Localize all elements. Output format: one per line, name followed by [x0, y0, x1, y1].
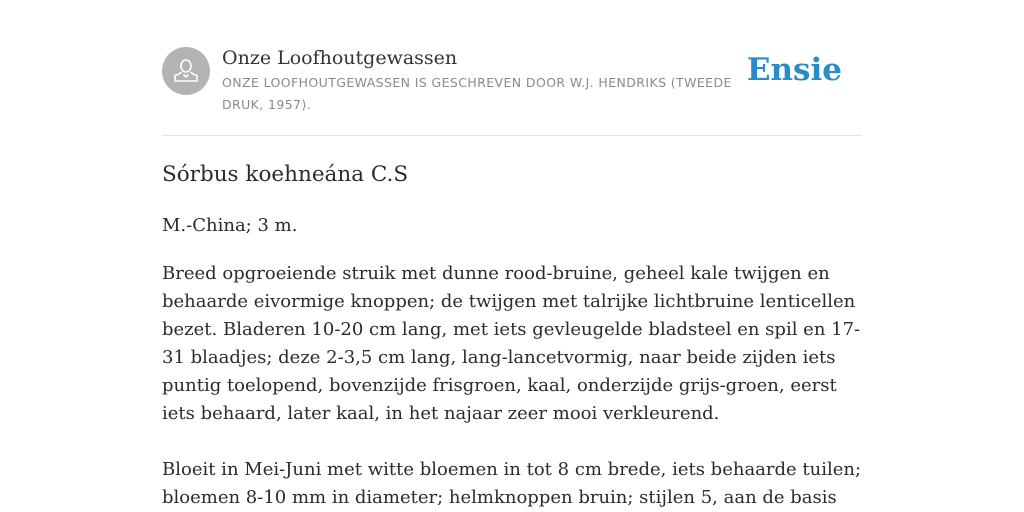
- entry-paragraph: Breed opgroeiende struik met dunne rood-bruine, geheel kale twijgen en behaarde eivormige knoppen; de twijgen met talrijke lichtbruine lenticellen bezet. Bladeren 10-20 cm lang, met iets gevleugelde bladsteel en spil en 17-31 blaadjes; deze 2-3,5 cm lang, lang-lancetvormig, naar beide zijden iets puntig toelopend, bovenzijde frisgroen, kaal, onderzijde grijs-groen, eerst iets behaard, later kaal, in het najaar zeer mooi verkleurend.: [162, 263, 861, 424]
- source-description: ONZE LOOFHOUTGEWASSEN IS GESCHREVEN DOOR W.J. HENDRIKS (TWEEDE DRUK, 1957).: [222, 75, 732, 112]
- ensie-logo[interactable]: Ensie: [746, 52, 842, 88]
- entry-content: [162, 160, 862, 512]
- user-silhouette-icon[interactable]: [162, 47, 210, 95]
- source-header: [162, 46, 862, 136]
- header-divider: [162, 135, 862, 136]
- source-title-link[interactable]: Onze Loofhoutgewassen: [222, 47, 458, 69]
- entry-meta: M.-China; 3 m.: [162, 215, 298, 236]
- entry-title: Sórbus koehneána C.S: [162, 162, 409, 187]
- entry-paragraph: Bloeit in Mei-Juni met witte bloemen in tot 8 cm brede, iets behaarde tuilen; bloemen 8-10 mm in diameter; helmknoppen bruin; stijlen 5, aan de basis: [162, 459, 862, 508]
